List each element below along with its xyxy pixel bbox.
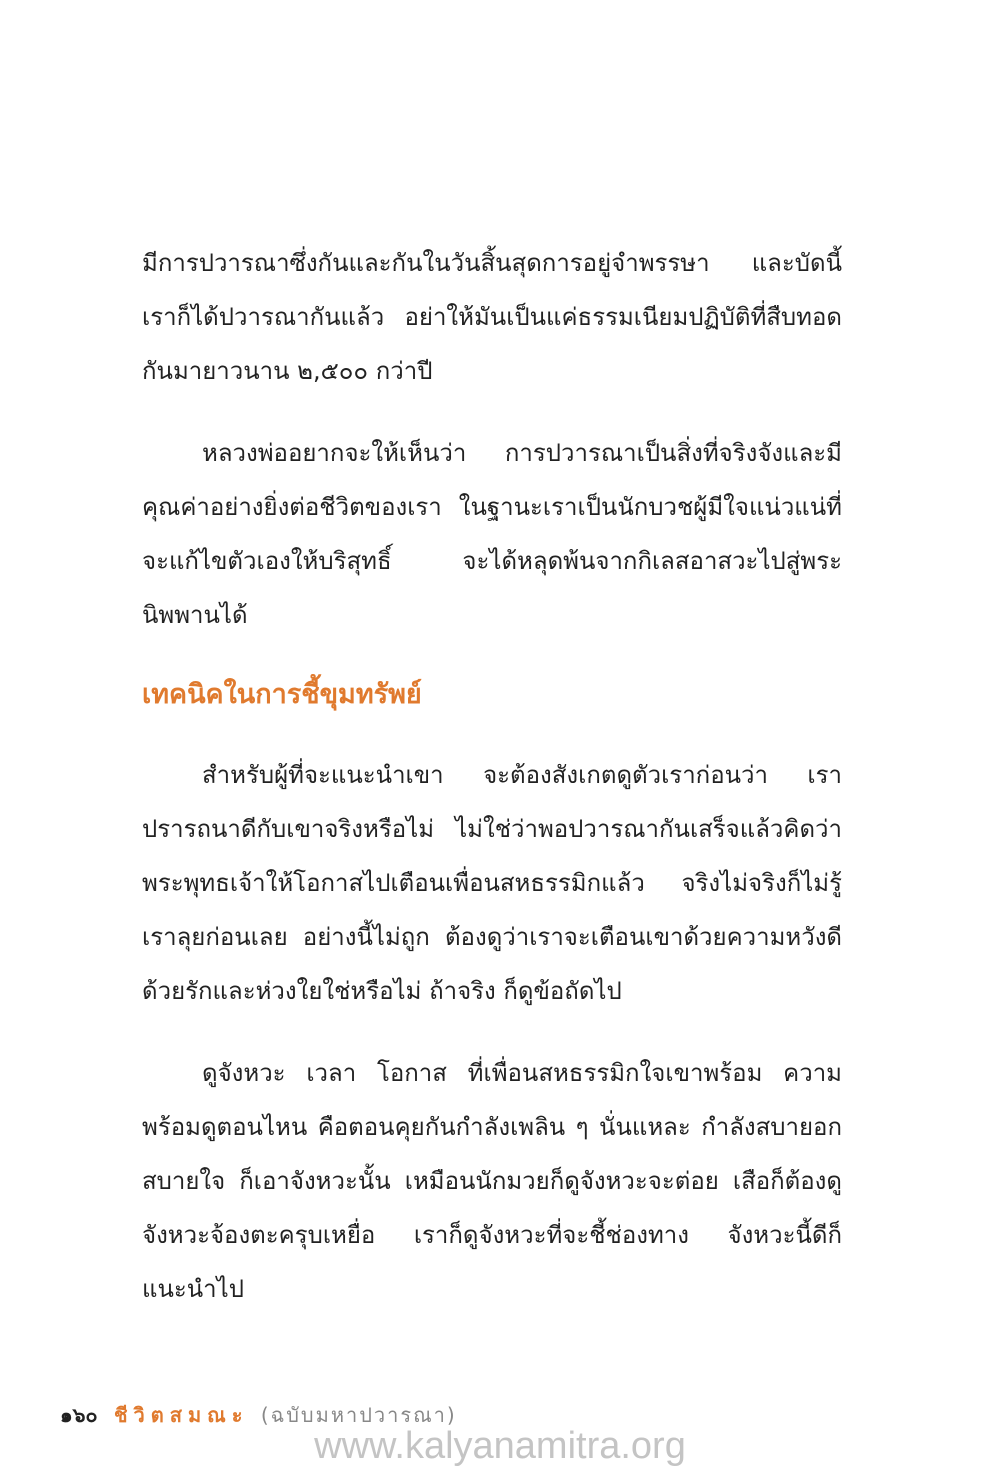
book-title: ชีวิตสมณะ — [113, 1403, 249, 1427]
page-content — [142, 236, 842, 1344]
watermark-url: www.kalyanamitra.org — [314, 1425, 686, 1467]
page-number: ๑๖๐ — [60, 1403, 98, 1427]
paragraph-continued: มีการปวารณาซึ่งกันและกันในวันสิ้นสุดการอยู่จำพรรษา และบัดนี้เราก็ได้ปวารณากันแล้ว อย่าให้มันเป็นแค่ธรรมเนียมปฏิบัติที่สืบทอดกันมายาวนาน ๒,๕๐๐ กว่าปี — [142, 249, 842, 385]
edition-label: (ฉบับมหาปวารณา) — [260, 1403, 457, 1427]
section-heading: เทคนิคในการชี้ขุมทรัพย์ — [142, 679, 422, 710]
paragraph: หลวงพ่ออยากจะให้เห็นว่า การปวารณาเป็นสิ่งที่จริงจังและมีคุณค่าอย่างยิ่งต่อชีวิตของเรา ในฐานะเราเป็นนักบวชผู้มีใจแน่วแน่ที่จะแก้ไขตัวเองให้บริสุทธิ์ จะได้หลุดพ้นจากกิเลสอาสวะไปสู่พระนิพพานได้ — [142, 439, 842, 629]
paragraph: สำหรับผู้ที่จะแนะนำเขา จะต้องสังเกตดูตัวเราก่อนว่า เราปรารถนาดีกับเขาจริงหรือไม่ ไม่ใช่ว่าพอปวารณากันเสร็จแล้วคิดว่าพระพุทธเจ้าให้โอกาสไปเตือนเพื่อนสหธรรมิกแล้ว จริงไม่จริงก็ไม่รู้ เราลุยก่อนเลย อย่างนี้ไม่ถูก ต้องดูว่าเราจะเตือนเขาด้วยความหวังดี ด้วยรักและห่วงใยใช่หรือไม่ ถ้าจริง ก็ดูข้อถัดไป — [142, 761, 842, 1005]
paragraph: ดูจังหวะ เวลา โอกาส ที่เพื่อนสหธรรมิกใจเขาพร้อม ความพร้อมดูตอนไหน คือตอนคุยกันกำลังเพลิน ๆ นั่นแหละ กำลังสบายอกสบายใจ ก็เอาจังหวะนั้น เหมือนนักมวยก็ดูจังหวะจะต่อย เสือก็ต้องดูจังหวะจ้องตะครุบเหยื่อ เราก็ดูจังหวะที่จะชี้ช่องทาง จังหวะนี้ดีก็แนะนำไป — [142, 1059, 842, 1303]
